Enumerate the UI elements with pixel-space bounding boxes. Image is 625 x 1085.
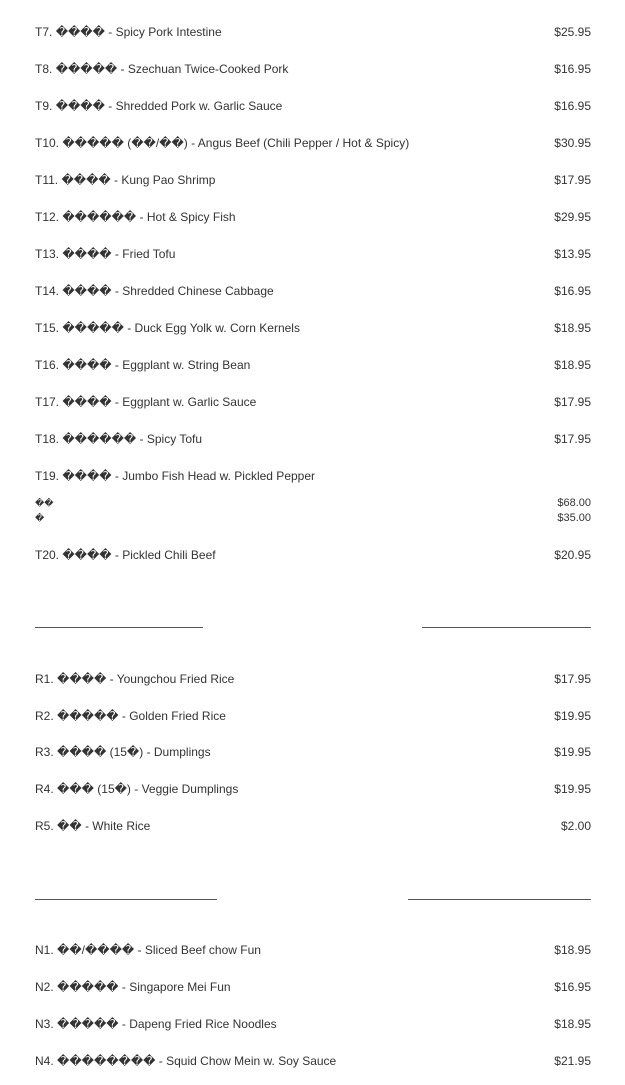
menu-item-name: T18. ������ - Spicy Tofu (35, 432, 202, 446)
menu-item-price: $20.95 (554, 548, 591, 562)
menu-item-name: N3. ����� - Dapeng Fried Rice Noodles (35, 1017, 277, 1031)
menu-item-name: R1. ���� - Youngchou Fried Rice (35, 672, 235, 686)
menu-item-name: T15. ����� - Duck Egg Yolk w. Corn Kernels (35, 321, 300, 335)
menu-item-price: $18.95 (554, 358, 591, 372)
menu-item-n2 (35, 979, 591, 995)
menu-item-t17 (35, 394, 591, 410)
menu-item-name: N1. ��/���� - Sliced Beef chow Fun (35, 943, 261, 957)
cropped-menu-item (35, 0, 591, 2)
section-divider-left (35, 627, 203, 628)
menu-item-name: T16. ���� - Eggplant w. String Bean (35, 358, 251, 372)
menu-item-name: R5. �� - White Rice (35, 819, 151, 833)
menu-item-n3 (35, 1016, 591, 1032)
size-label: �� (35, 498, 54, 508)
menu-item-r3 (35, 744, 591, 760)
menu-item-t10 (35, 135, 591, 151)
menu-item-t18 (35, 431, 591, 447)
size-option-large (35, 496, 591, 510)
menu-item-price: $16.95 (554, 62, 591, 76)
menu-item-name: T14. ���� - Shredded Chinese Cabbage (35, 284, 274, 298)
menu-item-name: T10. ����� (��/��) - Angus Beef (Chili Pepper / Hot & Spicy) (35, 136, 410, 150)
menu-item-n4 (35, 1053, 591, 1069)
menu-item-name: N4. �������� - Squid Chow Mein w. Soy Sauce (35, 1054, 337, 1068)
menu-item-price: $16.95 (554, 980, 591, 994)
menu-item-name: T11. ���� - Kung Pao Shrimp (35, 173, 216, 187)
menu-item-t13 (35, 246, 591, 262)
menu-item-name: T13. ���� - Fried Tofu (35, 247, 176, 261)
size-label: � (35, 513, 45, 523)
menu-item-price: $25.95 (554, 25, 591, 39)
menu-item-r5 (35, 818, 591, 834)
menu-item-n1 (35, 942, 591, 958)
menu-item-r2 (35, 708, 591, 724)
menu-item-name: R3. ���� (15�) - Dumplings (35, 745, 211, 759)
size-price: $35.00 (557, 512, 591, 524)
menu-item-t8 (35, 61, 591, 77)
menu-item-r4 (35, 781, 591, 797)
menu-item-name: T8. ����� - Szechuan Twice-Cooked Pork (35, 62, 289, 76)
menu-item-t14 (35, 283, 591, 299)
menu-item-name: T19. ���� - Jumbo Fish Head w. Pickled Pepper (35, 469, 316, 483)
menu-item-price: $19.95 (554, 709, 591, 723)
menu-item-price: $16.95 (554, 284, 591, 298)
menu-item-name: R4. ��� (15�) - Veggie Dumplings (35, 782, 239, 796)
menu-item-price: $19.95 (554, 745, 591, 759)
menu-item-name: T17. ���� - Eggplant w. Garlic Sauce (35, 395, 257, 409)
section-divider-left (35, 899, 217, 900)
size-option-small (35, 511, 591, 525)
menu-item-t19 (35, 468, 591, 484)
menu-item-t16 (35, 357, 591, 373)
menu-item-name: T12. ������ - Hot & Spicy Fish (35, 210, 236, 224)
menu-item-price: $13.95 (554, 247, 591, 261)
menu-item-name: T20. ���� - Pickled Chili Beef (35, 548, 216, 562)
section-divider-right (408, 899, 591, 900)
menu-item-price: $21.95 (554, 1054, 591, 1068)
menu-item-price: $17.95 (554, 672, 591, 686)
size-price: $68.00 (557, 497, 591, 509)
menu-item-price: $29.95 (554, 210, 591, 224)
menu-item-name: N2. ����� - Singapore Mei Fun (35, 980, 231, 994)
menu-item-price: $18.95 (554, 1017, 591, 1031)
menu-item-r1 (35, 671, 591, 687)
menu-item-price: $16.95 (554, 99, 591, 113)
menu-item-price: $19.95 (554, 782, 591, 796)
menu-item-t12 (35, 209, 591, 225)
menu-item-price: $2.00 (560, 819, 591, 833)
menu-item-price: $17.95 (554, 395, 591, 409)
menu-item-t9 (35, 98, 591, 114)
menu-item-t20 (35, 547, 591, 563)
section-divider-right (422, 627, 591, 628)
menu-item-price: $18.95 (554, 321, 591, 335)
menu-item-name: T9. ���� - Shredded Pork w. Garlic Sauce (35, 99, 283, 113)
menu-item-price: $30.95 (554, 136, 591, 150)
menu-item-name: R2. ����� - Golden Fried Rice (35, 709, 226, 723)
menu-item-t11 (35, 172, 591, 188)
menu-item-t15 (35, 320, 591, 336)
menu-item-price: $17.95 (554, 173, 591, 187)
menu-item-price: $18.95 (554, 943, 591, 957)
menu-item-name: T7. ���� - Spicy Pork Intestine (35, 25, 222, 39)
menu-item-price: $17.95 (554, 432, 591, 446)
menu-item-t7 (35, 24, 591, 40)
